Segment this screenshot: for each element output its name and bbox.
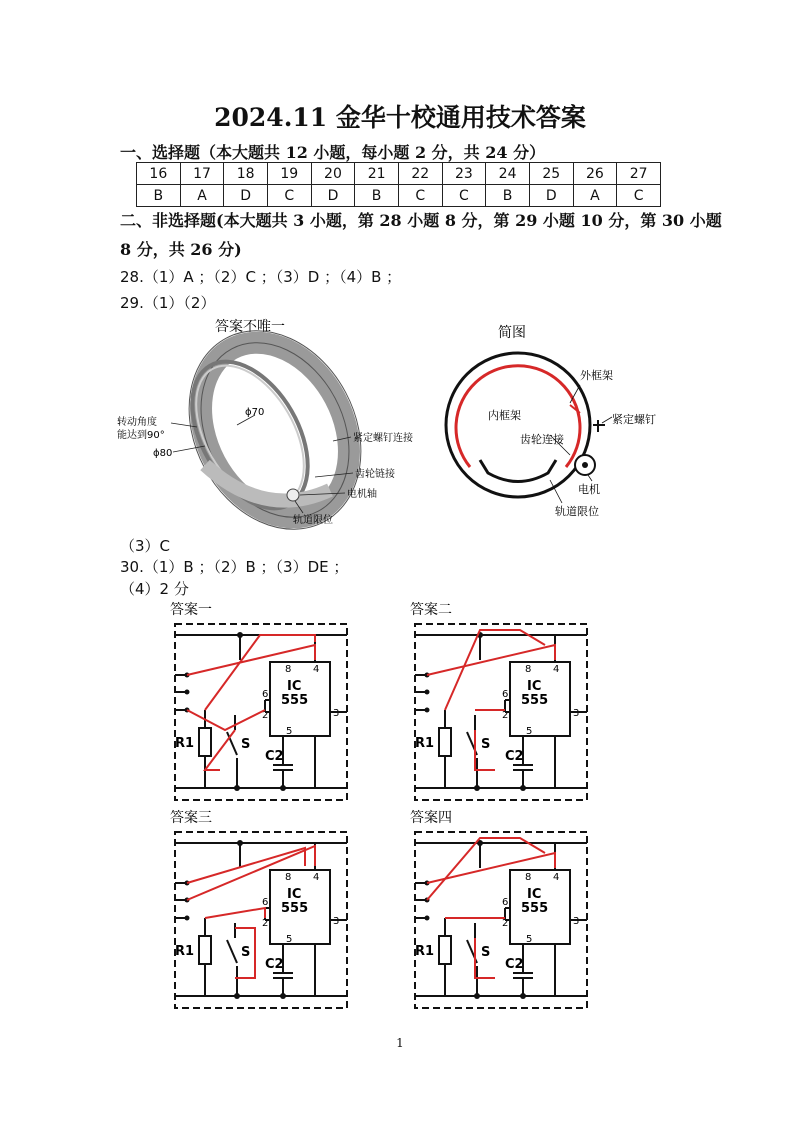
table-cell: 19 <box>267 163 311 185</box>
ic-label: IC <box>527 679 542 694</box>
label-screw2: 紧定螺钉 <box>612 413 656 426</box>
label-motor: 电机 <box>578 483 600 496</box>
circuit-panel <box>405 600 605 809</box>
table-cell: B <box>355 185 399 207</box>
table-cell: 18 <box>224 163 268 185</box>
pin-3: 3 <box>333 916 340 927</box>
table-cell: D <box>311 185 355 207</box>
c2-label: C2 <box>265 749 284 764</box>
table-cell: 24 <box>486 163 530 185</box>
label-track2: 轨道限位 <box>555 505 599 518</box>
ic-label-555: 555 <box>281 901 309 916</box>
fig3d-caption: 答案不唯一 <box>215 319 285 335</box>
pin-4: 4 <box>553 872 560 883</box>
ic-label-555: 555 <box>521 901 549 916</box>
table-cell: 27 <box>617 163 661 185</box>
figSimple-caption: 简图 <box>498 325 526 341</box>
pin-5: 5 <box>526 726 533 737</box>
pin-2: 2 <box>262 918 269 929</box>
pin-4: 4 <box>313 872 320 883</box>
r1-resistor <box>199 728 211 756</box>
pin-8: 8 <box>285 664 292 675</box>
motor-shaft <box>287 489 299 501</box>
r1-label: R1 <box>175 944 195 959</box>
q30-4-heading: （4）2 分 <box>120 580 189 598</box>
table-cell: A <box>573 185 617 207</box>
pin-6: 6 <box>502 897 509 908</box>
pin-6: 6 <box>262 689 269 700</box>
answer-table-answers-row <box>137 185 661 207</box>
q29-heading: 29.（1）（2） <box>120 294 216 312</box>
table-cell: 22 <box>398 163 442 185</box>
ring-3d-figure <box>115 315 435 530</box>
circuit-panel <box>165 600 365 809</box>
table-cell: C <box>398 185 442 207</box>
c2-label: C2 <box>505 749 524 764</box>
table-cell: B <box>137 185 181 207</box>
track-limit-shape <box>480 460 556 482</box>
table-cell: C <box>267 185 311 207</box>
pin-2: 2 <box>502 918 509 929</box>
q30-answer: 30.（1）B ；（2）B ；（3）DE ； <box>120 558 349 576</box>
label-track: 轨道限位 <box>293 515 333 526</box>
table-cell: 20 <box>311 163 355 185</box>
circuit-panel <box>405 808 605 1017</box>
c2-label: C2 <box>505 957 524 972</box>
q28-answer: 28.（1）A ；（2）C ；（3）D ；（4）B ； <box>120 268 402 286</box>
ic-label-555: 555 <box>281 693 309 708</box>
table-cell: 17 <box>180 163 224 185</box>
table-cell: 16 <box>137 163 181 185</box>
section1-heading: 一、选择题（本大题共 12 小题，每小题 2 分，共 24 分） <box>120 143 546 162</box>
label-screw: 紧定螺钉连接 <box>353 433 413 444</box>
pin-3: 3 <box>573 708 580 719</box>
label-gear2: 齿轮连接 <box>520 433 564 446</box>
pin-3: 3 <box>573 916 580 927</box>
pin-8: 8 <box>525 664 532 675</box>
section2-heading-line2: 8 分，共 26 分) <box>120 240 242 259</box>
circuit-title: 答案一 <box>170 602 212 618</box>
table-cell: 21 <box>355 163 399 185</box>
label-rotate: 转动角度 <box>117 417 157 428</box>
label-outer-frame: 外框架 <box>580 369 613 382</box>
circuit-title: 答案四 <box>410 810 452 826</box>
switch-s <box>227 940 237 963</box>
pin-2: 2 <box>262 710 269 721</box>
answer-table-numbers-row <box>137 163 661 185</box>
s-label: S <box>481 945 491 960</box>
pin-8: 8 <box>525 872 532 883</box>
s-label: S <box>481 737 491 752</box>
r1-label: R1 <box>415 944 435 959</box>
pin-5: 5 <box>286 726 293 737</box>
label-shaft: 电机轴 <box>347 489 377 500</box>
table-cell: B <box>486 185 530 207</box>
ring-schematic-figure <box>430 315 660 525</box>
pin-6: 6 <box>502 689 509 700</box>
pin-5: 5 <box>526 934 533 945</box>
ic-label: IC <box>527 887 542 902</box>
pin-4: 4 <box>553 664 560 675</box>
r1-resistor <box>439 728 451 756</box>
label-d70: ϕ70 <box>245 407 265 418</box>
pin-8: 8 <box>285 872 292 883</box>
r1-resistor <box>439 936 451 964</box>
pin-2: 2 <box>502 710 509 721</box>
ic-label-555: 555 <box>521 693 549 708</box>
table-cell: D <box>529 185 573 207</box>
circuit-title: 答案二 <box>410 602 452 618</box>
table-cell: C <box>617 185 661 207</box>
pin-3: 3 <box>333 708 340 719</box>
table-cell: 26 <box>573 163 617 185</box>
r1-label: R1 <box>415 736 435 751</box>
outer-frame-circle <box>446 353 590 497</box>
table-cell: 25 <box>529 163 573 185</box>
table-cell: D <box>224 185 268 207</box>
label-rotate2: 能达到90° <box>117 430 165 441</box>
c2-label: C2 <box>265 957 284 972</box>
r1-label: R1 <box>175 736 195 751</box>
q29-3-answer: （3）C <box>120 537 171 555</box>
circuit-title: 答案三 <box>170 810 212 826</box>
r1-resistor <box>199 936 211 964</box>
label-inner-frame: 内框架 <box>488 409 521 422</box>
circuit-panel <box>165 808 365 1017</box>
s-label: S <box>241 945 251 960</box>
table-cell: A <box>180 185 224 207</box>
page-number: 1 <box>396 1036 404 1050</box>
pin-4: 4 <box>313 664 320 675</box>
section2-heading-line1: 二、非选择题(本大题共 3 小题，第 28 小题 8 分，第 29 小题 10 分，第 30 小题 <box>120 211 722 230</box>
label-gear: 齿轮链接 <box>355 469 395 480</box>
pin-6: 6 <box>262 897 269 908</box>
s-label: S <box>241 737 251 752</box>
pin-5: 5 <box>286 934 293 945</box>
answer-table <box>136 162 661 207</box>
page-title: 2024.11 金华十校通用技术答案 <box>214 103 586 132</box>
table-cell: 23 <box>442 163 486 185</box>
ic-label: IC <box>287 679 302 694</box>
label-d80: ϕ80 <box>153 448 173 459</box>
table-cell: C <box>442 185 486 207</box>
ic-label: IC <box>287 887 302 902</box>
